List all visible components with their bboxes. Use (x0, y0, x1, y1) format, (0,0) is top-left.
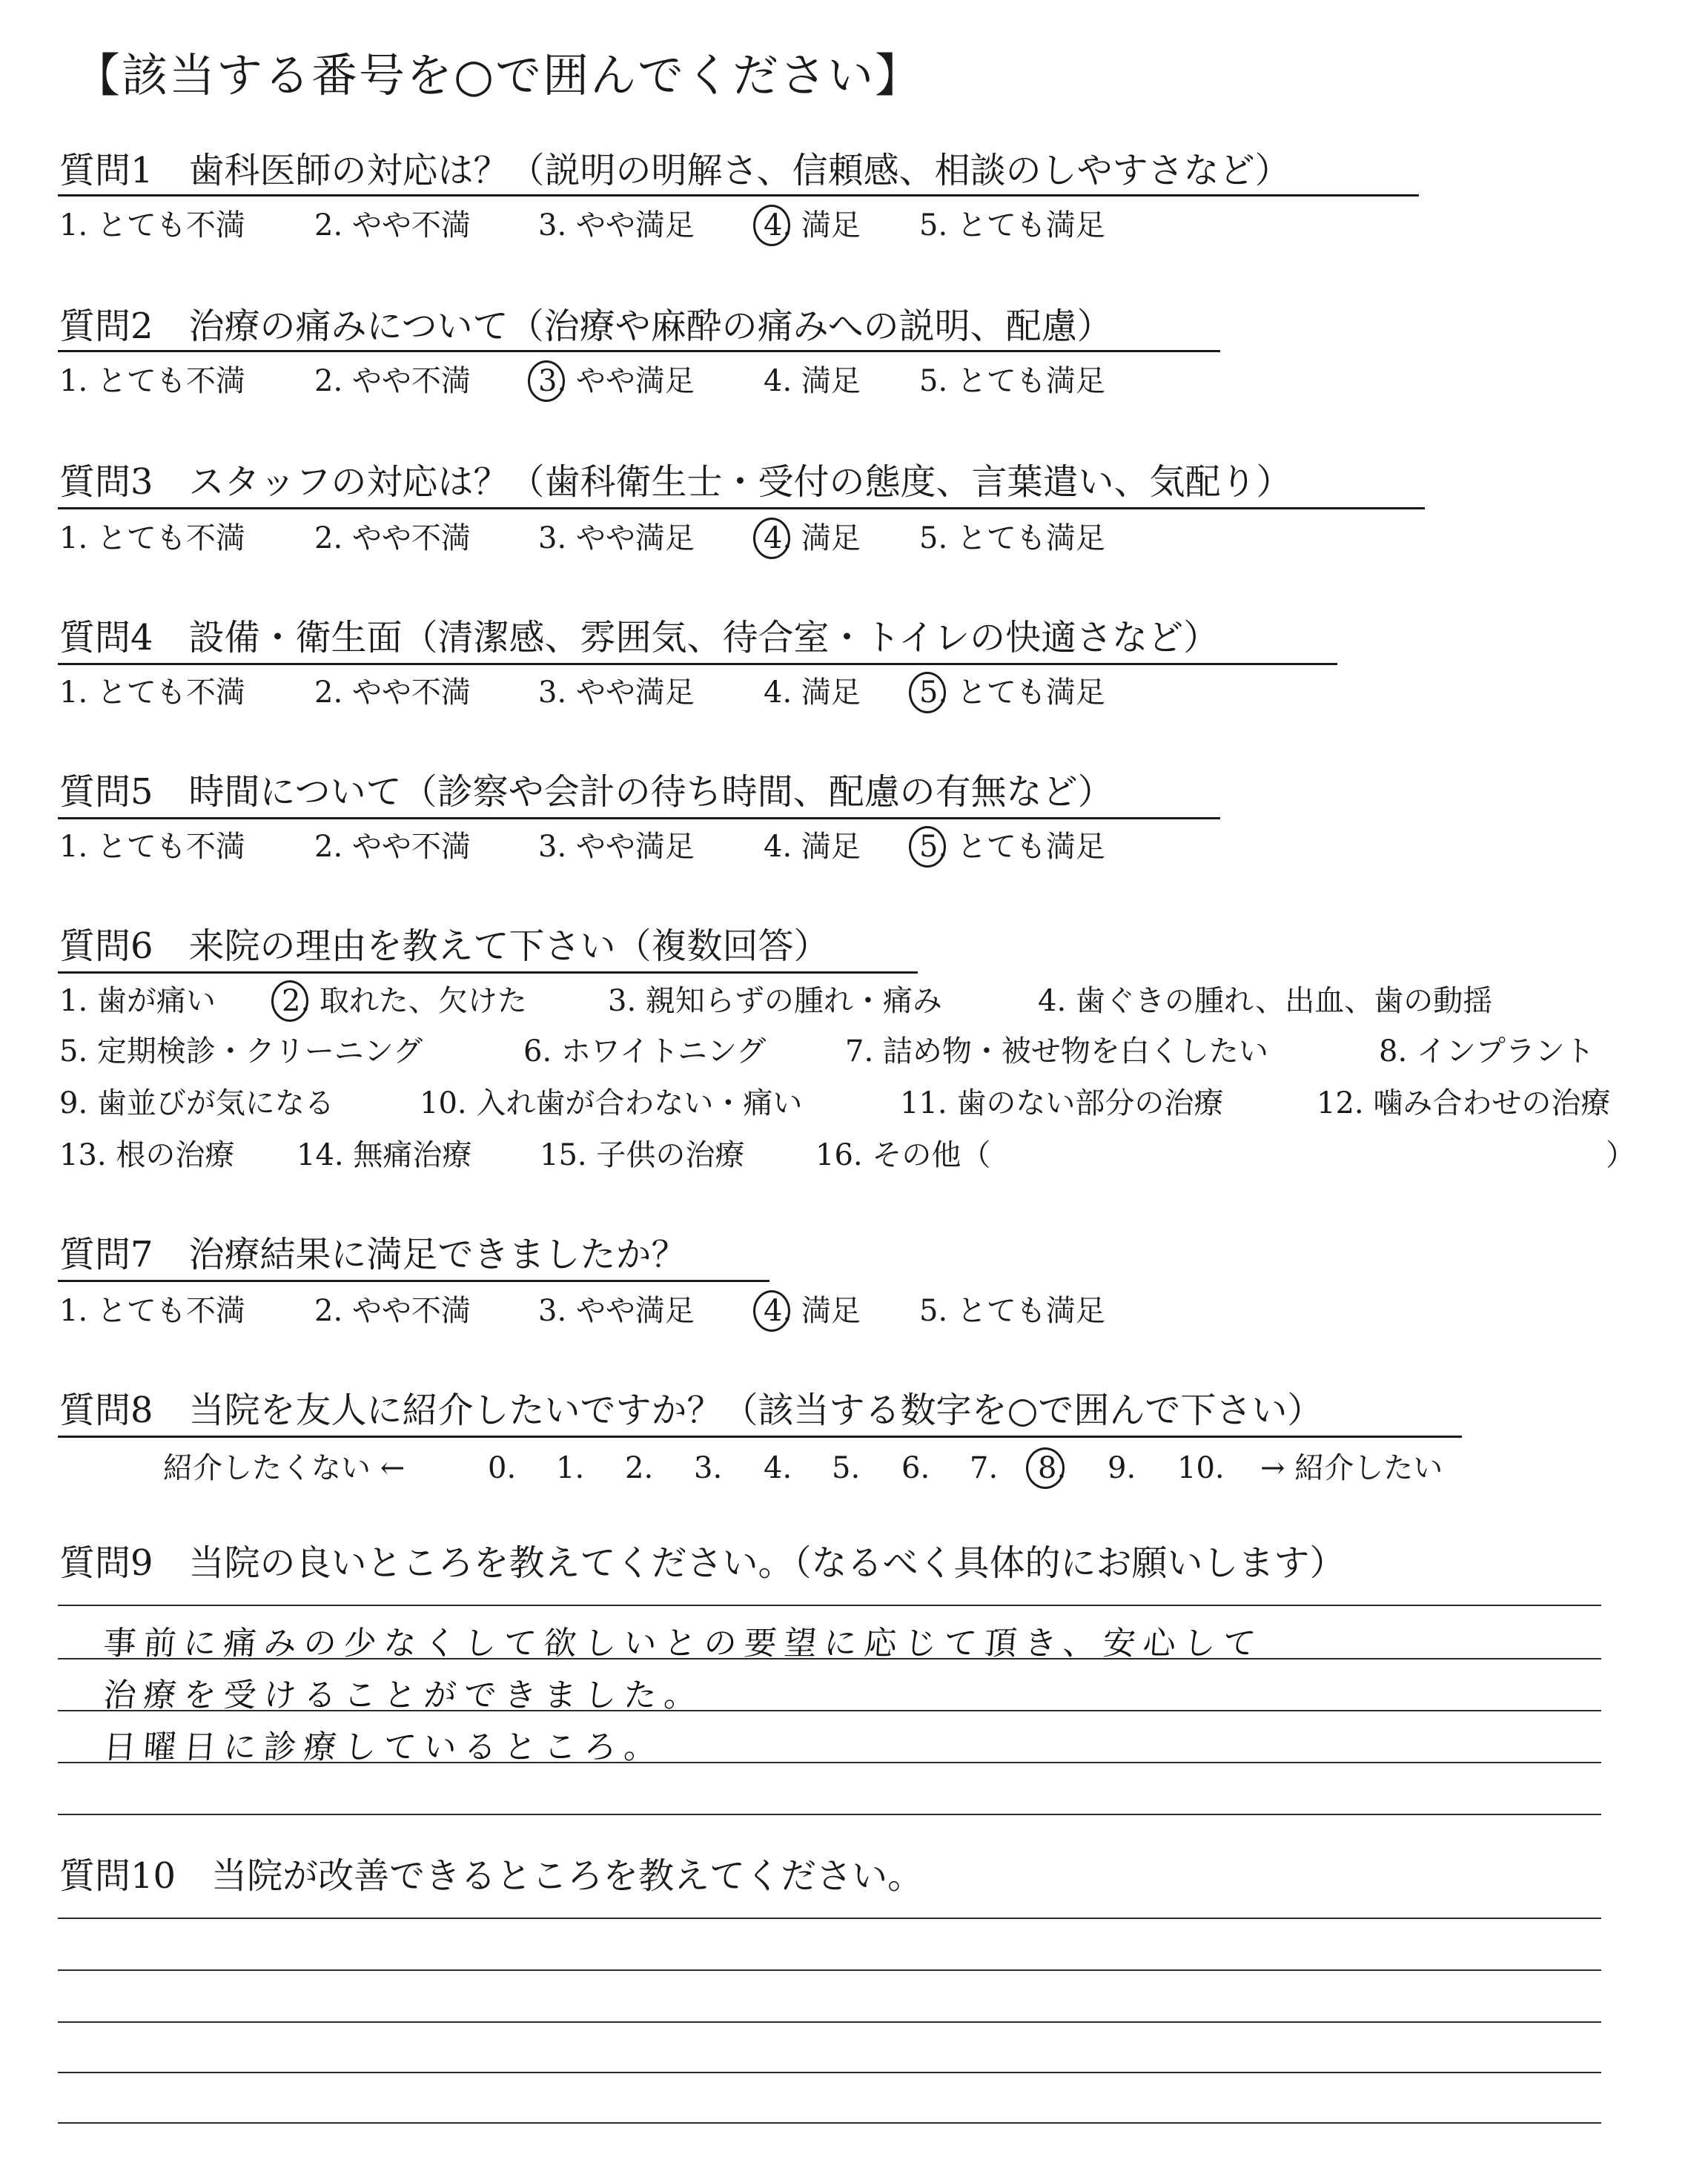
q7-underline (58, 1280, 769, 1282)
q1-title: 質問1 歯科医師の対応は？（説明の明解さ、信頼感、相談のしやすさなど） (59, 150, 1291, 191)
q4-option-4[interactable]: 4. 満足 (764, 676, 861, 710)
q3-option-3[interactable]: 3. やや満足 (538, 521, 695, 555)
q8-scale-2[interactable]: 2. (625, 1451, 654, 1485)
q3-selected-circle (753, 518, 790, 559)
q2-option-2[interactable]: 2. やや不満 (314, 364, 471, 398)
q6-reason-1[interactable]: 1. 歯が痛い (59, 984, 216, 1018)
q1-underline (58, 194, 1419, 196)
q4-option-1[interactable]: 1. とても不満 (59, 676, 245, 710)
q8-scale-1[interactable]: 1. (556, 1451, 585, 1485)
q6-reason-11[interactable]: 11. 歯のない部分の治療 (900, 1086, 1224, 1120)
q8-right-label: → 紹介したい (1260, 1451, 1443, 1485)
q7-title: 質問7 治療結果に満足できましたか？ (59, 1234, 687, 1275)
q8-selected-circle (1026, 1447, 1065, 1489)
q2-option-5[interactable]: 5. とても満足 (919, 364, 1105, 398)
q6-selected-circle (271, 980, 308, 1022)
q4-option-5[interactable]: 5. とても満足 (919, 676, 1105, 710)
q3-underline (58, 507, 1425, 509)
q7-option-3[interactable]: 3. やや満足 (538, 1294, 695, 1328)
q5-option-4[interactable]: 4. 満足 (764, 830, 861, 864)
q6-reason-10[interactable]: 10. 入れ歯が合わない・痛い (420, 1086, 803, 1120)
q10-title: 質問10 当院が改善できるところを教えてください。 (59, 1855, 924, 1897)
q6-reason-13[interactable]: 13. 根の治療 (59, 1138, 235, 1172)
q5-selected-circle (909, 826, 946, 868)
q1-option-2[interactable]: 2. やや不満 (314, 208, 471, 242)
q9-answer-line-5 (58, 1814, 1601, 1815)
q4-underline (58, 663, 1337, 665)
q8-scale-5[interactable]: 5. (832, 1451, 861, 1485)
q3-option-1[interactable]: 1. とても不満 (59, 521, 245, 555)
page-title: 【該当する番号を○で囲んでください】 (74, 48, 923, 102)
q6-reason-7[interactable]: 7. 詰め物・被せ物を白くしたい (845, 1034, 1268, 1069)
q6-reason-15[interactable]: 15. 子供の治療 (540, 1138, 745, 1172)
q9-answer-line-1 (58, 1605, 1601, 1606)
q6-reason-5[interactable]: 5. 定期検診・クリーニング (59, 1034, 423, 1069)
q8-scale-8[interactable]: 8. (1038, 1451, 1067, 1485)
q6-other-close-paren: ） (1606, 1138, 1635, 1172)
q2-selected-circle (528, 360, 565, 402)
q6-reason-3[interactable]: 3. 親知らずの腫れ・痛み (608, 984, 942, 1018)
q6-underline (58, 971, 918, 974)
q9-handwritten-answer-1: 事前に痛みの少なくして欲しいとの要望に応じて頂き、安心して (102, 1625, 1265, 1662)
q5-option-1[interactable]: 1. とても不満 (59, 830, 245, 864)
q6-reason-12[interactable]: 12. 噛み合わせの治療 (1317, 1086, 1611, 1120)
q5-option-3[interactable]: 3. やや満足 (538, 830, 695, 864)
q8-title: 質問8 当院を友人に紹介したいですか？（該当する数字を○で囲んで下さい） (59, 1390, 1323, 1431)
q5-title: 質問5 時間について（診察や会計の待ち時間、配慮の有無など） (59, 771, 1113, 813)
q7-option-2[interactable]: 2. やや不満 (314, 1294, 471, 1328)
q2-option-4[interactable]: 4. 満足 (764, 364, 861, 398)
q4-title: 質問4 設備・衛生面（清潔感、雰囲気、待合室・トイレの快適さなど） (59, 617, 1219, 658)
q10-answer-line-3[interactable] (58, 2021, 1601, 2023)
q6-reason-4[interactable]: 4. 歯ぐきの腫れ、出血、歯の動揺 (1038, 984, 1493, 1018)
q6-reason-9[interactable]: 9. 歯並びが気になる (59, 1086, 334, 1120)
q4-option-3[interactable]: 3. やや満足 (538, 676, 695, 710)
q5-option-2[interactable]: 2. やや不満 (314, 830, 471, 864)
q6-reason-8[interactable]: 8. インプラント (1379, 1034, 1595, 1069)
q4-option-2[interactable]: 2. やや不満 (314, 676, 471, 710)
q6-reason-14[interactable]: 14. 無痛治療 (297, 1138, 472, 1172)
q7-option-4[interactable]: 4. 満足 (764, 1294, 861, 1328)
q2-title: 質問2 治療の痛みについて（治療や麻酔の痛みへの説明、配慮） (59, 305, 1113, 347)
q6-reason-16[interactable]: 16. その他（ (815, 1138, 991, 1172)
q8-scale-0[interactable]: 0. (488, 1451, 517, 1485)
q8-underline (58, 1436, 1462, 1438)
q5-underline (58, 817, 1220, 819)
q9-handwritten-answer-2: 治療を受けることができました。 (102, 1677, 706, 1714)
q3-option-4[interactable]: 4. 満足 (764, 521, 861, 555)
q7-selected-circle (753, 1290, 790, 1332)
q8-scale-7[interactable]: 7. (970, 1451, 999, 1485)
q8-left-label: 紹介したくない ← (163, 1451, 406, 1485)
q4-selected-circle (909, 672, 946, 713)
q10-answer-line-5[interactable] (58, 2122, 1601, 2124)
q6-reason-6[interactable]: 6. ホワイトニング (523, 1034, 767, 1069)
q9-title: 質問9 当院の良いところを教えてください。（なるべく具体的にお願いします） (59, 1542, 1345, 1584)
q10-answer-line-4[interactable] (58, 2072, 1601, 2073)
q10-answer-line-1[interactable] (58, 1918, 1601, 1919)
q8-scale-10[interactable]: 10. (1177, 1451, 1225, 1485)
q5-option-5[interactable]: 5. とても満足 (919, 830, 1105, 864)
q9-handwritten-answer-3: 日曜日に診療しているところ。 (102, 1728, 666, 1766)
q1-option-3[interactable]: 3. やや満足 (538, 208, 695, 242)
q1-selected-circle (753, 205, 790, 246)
q6-title: 質問6 来院の理由を教えて下さい（複数回答） (59, 925, 830, 967)
q3-option-5[interactable]: 5. とても満足 (919, 521, 1105, 555)
q8-scale-9[interactable]: 9. (1108, 1451, 1136, 1485)
q6-reason-2[interactable]: 2. 取れた、欠けた (282, 984, 527, 1018)
q2-option-3[interactable]: 3. やや満足 (538, 364, 695, 398)
q1-option-4[interactable]: 4. 満足 (764, 208, 861, 242)
q10-answer-line-2[interactable] (58, 1969, 1601, 1971)
q8-scale-6[interactable]: 6. (901, 1451, 930, 1485)
q1-option-1[interactable]: 1. とても不満 (59, 208, 245, 242)
q1-option-5[interactable]: 5. とても満足 (919, 208, 1105, 242)
q3-option-2[interactable]: 2. やや不満 (314, 521, 471, 555)
q7-option-5[interactable]: 5. とても満足 (919, 1294, 1105, 1328)
q8-scale-4[interactable]: 4. (764, 1451, 792, 1485)
q3-title: 質問3 スタッフの対応は？（歯科衛生士・受付の態度、言葉遣い、気配り） (59, 461, 1292, 503)
q7-option-1[interactable]: 1. とても不満 (59, 1294, 245, 1328)
q2-option-1[interactable]: 1. とても不満 (59, 364, 245, 398)
q2-underline (58, 350, 1220, 352)
q8-scale-3[interactable]: 3. (694, 1451, 723, 1485)
